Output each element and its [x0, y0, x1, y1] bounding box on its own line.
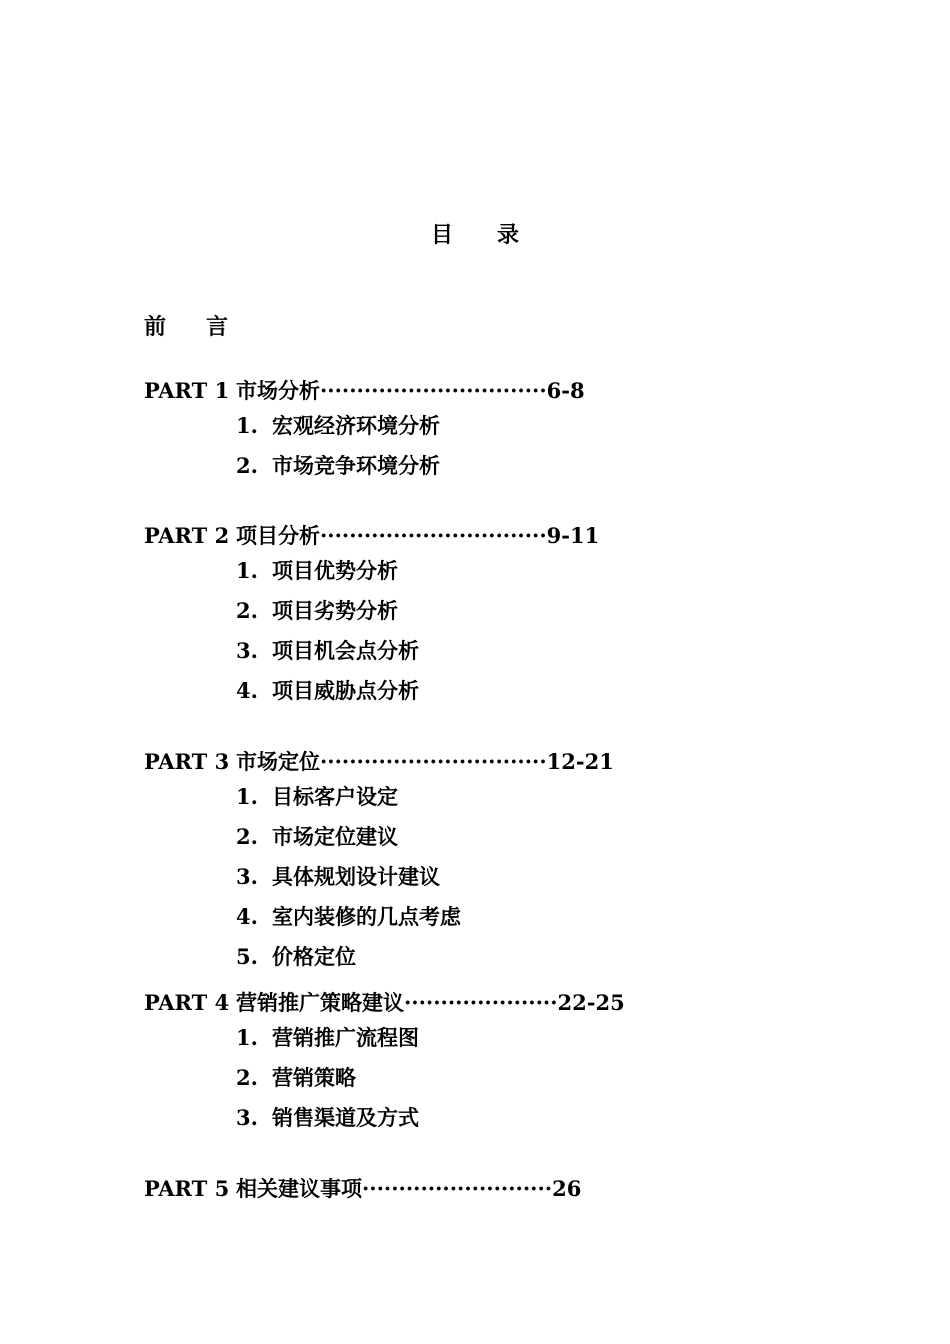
- item-text: 市场定位建议: [272, 824, 398, 849]
- toc-item: [144, 631, 599, 671]
- toc-item: [144, 897, 614, 937]
- item-text: 项目优势分析: [272, 558, 398, 583]
- title-char-1: 目: [430, 222, 453, 248]
- toc-item: [144, 1098, 625, 1138]
- item-text: 项目劣势分析: [272, 598, 398, 623]
- dot-leader: ··························: [362, 1176, 553, 1201]
- item-number: 3.: [236, 638, 258, 663]
- part-title: 市场分析: [236, 378, 320, 403]
- item-text: 营销推广流程图: [272, 1025, 419, 1050]
- item-text: 项目机会点分析: [272, 638, 419, 663]
- page-range: 12-21: [546, 749, 614, 774]
- toc-item: [144, 671, 599, 711]
- item-number: 1.: [236, 413, 258, 438]
- item-number: 4.: [236, 904, 258, 929]
- part-heading: [144, 376, 585, 406]
- toc-part-2: [144, 521, 599, 711]
- item-number: 3.: [236, 1105, 258, 1130]
- item-number: 3.: [236, 864, 258, 889]
- dot-leader: ·····················: [404, 990, 558, 1015]
- page-range: 6-8: [546, 378, 585, 403]
- page-title: [0, 218, 950, 249]
- item-number: 2.: [236, 453, 258, 478]
- toc-item: [144, 937, 614, 977]
- preface-heading: [144, 310, 228, 341]
- item-number: 1.: [236, 784, 258, 809]
- part-heading: [144, 1174, 581, 1204]
- toc-item: [144, 777, 614, 817]
- item-number: 4.: [236, 678, 258, 703]
- page-range: 22-25: [557, 990, 625, 1015]
- title-char-2: 录: [497, 222, 520, 248]
- page-range: 9-11: [546, 523, 600, 548]
- toc-part-4: [144, 988, 625, 1138]
- item-number: 2.: [236, 1065, 258, 1090]
- toc-part-5: [144, 1174, 581, 1204]
- toc-part-3: [144, 747, 614, 977]
- dot-leader: ·······························: [320, 378, 547, 403]
- part-heading: [144, 988, 625, 1018]
- item-text: 宏观经济环境分析: [272, 413, 440, 438]
- toc-item: [144, 1058, 625, 1098]
- toc-item: [144, 857, 614, 897]
- part-title: 市场定位: [236, 749, 320, 774]
- part-title: 相关建议事项: [236, 1176, 362, 1201]
- page-range: 26: [552, 1176, 582, 1201]
- toc-item: [144, 406, 585, 446]
- preface-char-2: 言: [206, 314, 229, 340]
- item-text: 销售渠道及方式: [272, 1105, 419, 1130]
- part-label: PART 2: [144, 523, 230, 548]
- toc-item: [144, 551, 599, 591]
- toc-item: [144, 817, 614, 857]
- item-number: 2.: [236, 598, 258, 623]
- part-label: PART 4: [144, 990, 230, 1015]
- item-number: 2.: [236, 824, 258, 849]
- item-text: 室内装修的几点考虑: [272, 904, 461, 929]
- toc-item: [144, 591, 599, 631]
- item-text: 目标客户设定: [272, 784, 398, 809]
- toc-item: [144, 1018, 625, 1058]
- part-heading: [144, 521, 599, 551]
- item-text: 价格定位: [272, 944, 356, 969]
- item-text: 营销策略: [272, 1065, 356, 1090]
- part-title: 项目分析: [236, 523, 320, 548]
- item-text: 市场竞争环境分析: [272, 453, 440, 478]
- part-title: 营销推广策略建议: [236, 990, 404, 1015]
- item-number: 1.: [236, 558, 258, 583]
- part-label: PART 3: [144, 749, 230, 774]
- part-label: PART 5: [144, 1176, 230, 1201]
- dot-leader: ·······························: [320, 523, 547, 548]
- item-text: 项目威胁点分析: [272, 678, 419, 703]
- item-text: 具体规划设计建议: [272, 864, 440, 889]
- item-number: 5.: [236, 944, 258, 969]
- toc-item: [144, 446, 585, 486]
- toc-part-1: [144, 376, 585, 486]
- part-label: PART 1: [144, 378, 230, 403]
- preface-char-1: 前: [144, 314, 167, 340]
- dot-leader: ·······························: [320, 749, 547, 774]
- part-heading: [144, 747, 614, 777]
- item-number: 1.: [236, 1025, 258, 1050]
